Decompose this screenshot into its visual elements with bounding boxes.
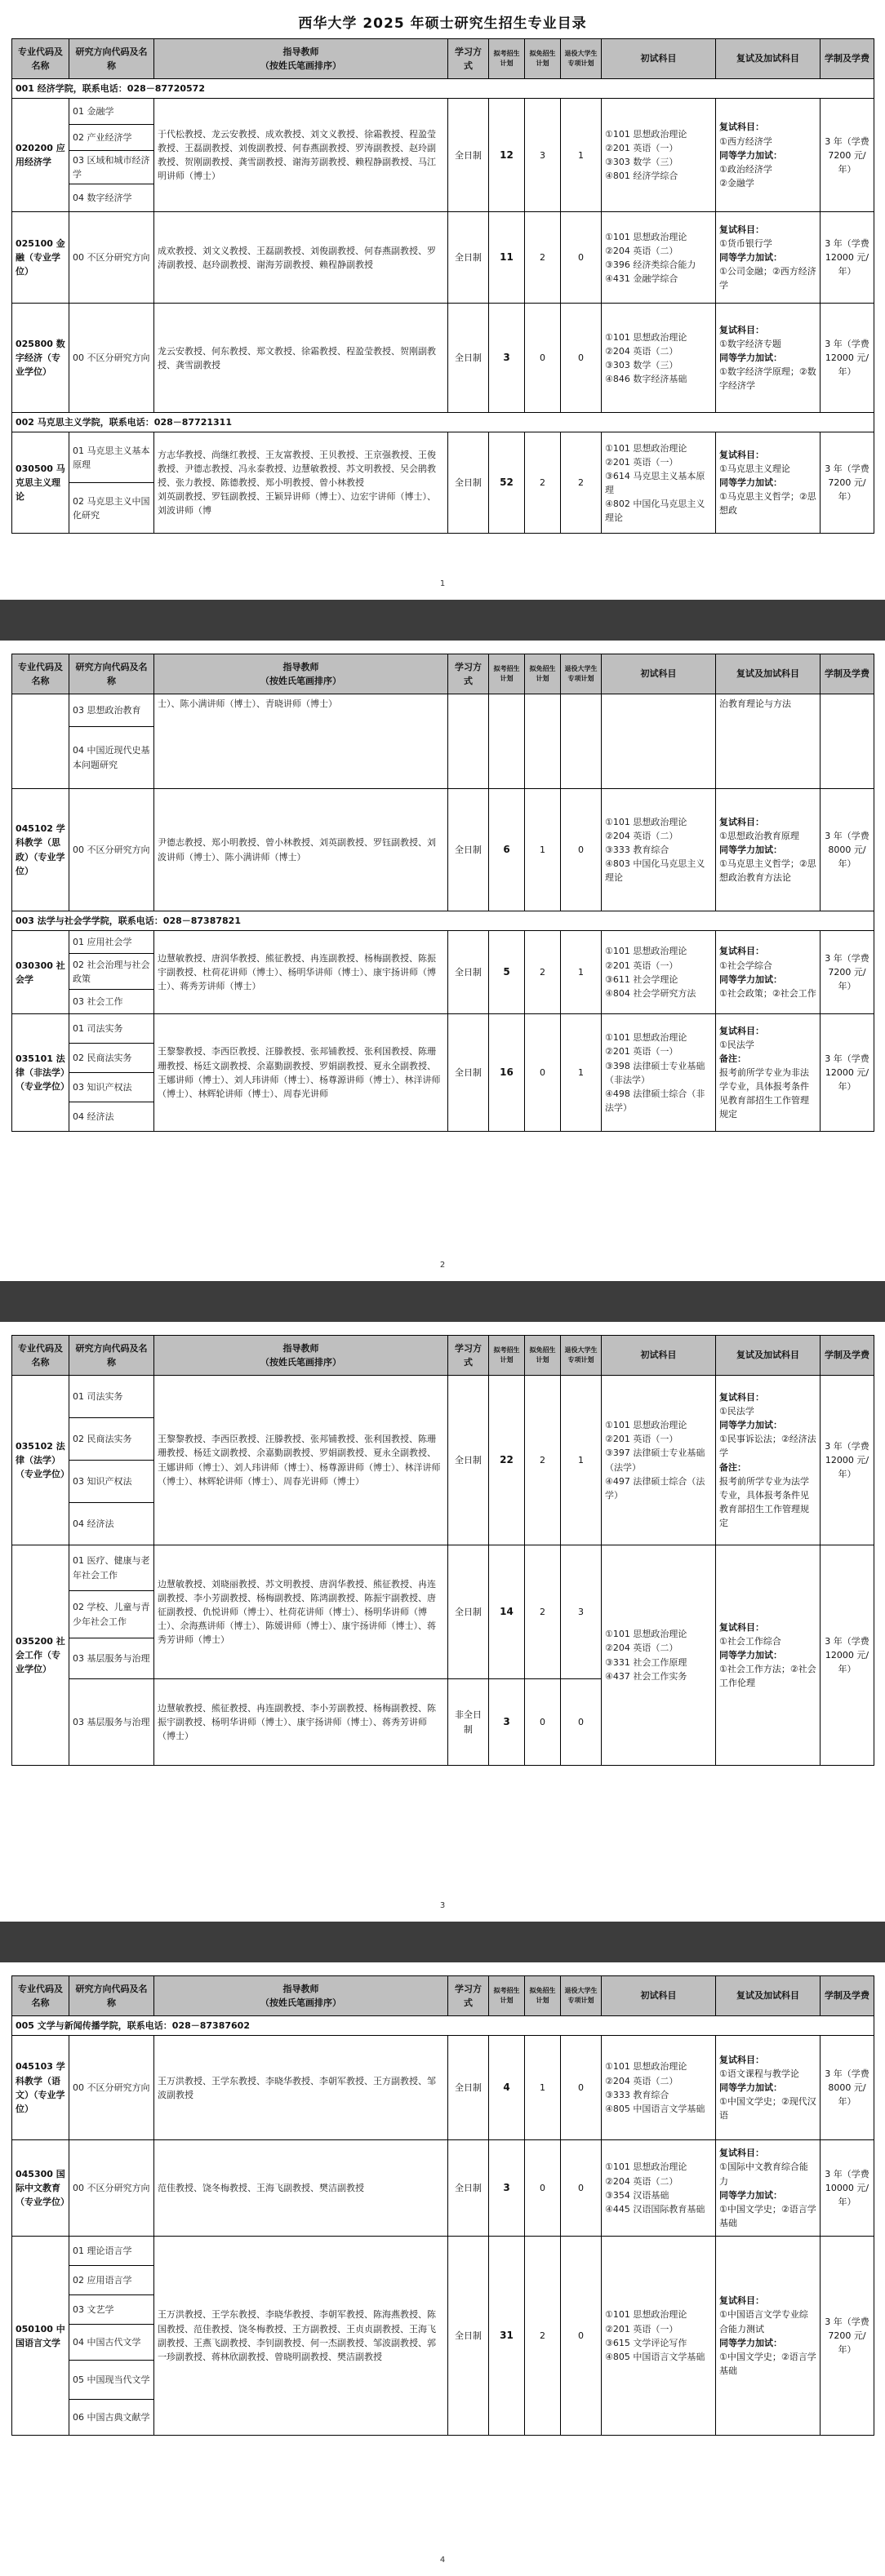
exempt-count: 2 <box>525 212 561 304</box>
header-years: 学制及学费 <box>821 654 874 694</box>
special-count: 0 <box>561 1679 602 1766</box>
header-exam: 初试科目 <box>602 1976 716 2016</box>
catalog-table-page-4 <box>11 1975 874 2436</box>
years-fee: 3 年（学费7200 元/年） <box>821 931 874 1014</box>
exam-subjects: ①101 思想政治理论 ②204 英语（二） ③333 教育综合 ④803 中国化马克思主义理论 <box>602 789 716 911</box>
exempt-count: 0 <box>525 1014 561 1132</box>
plan-count: 3 <box>489 2140 525 2237</box>
years-fee: 3 年（学费12000 元/年） <box>821 304 874 413</box>
direction: 00 不区分研究方向 <box>69 2036 154 2140</box>
major-code: 030300 社会学 <box>12 931 69 1014</box>
header-exempt: 拟免招生计划 <box>525 1976 561 2016</box>
direction: 02 社会治理与社会政策 <box>69 954 154 990</box>
header-direction: 研究方向代码及名称 <box>69 1976 154 2016</box>
direction: 04 中国古代文学 <box>69 2325 154 2361</box>
direction: 01 理论语言学 <box>69 2237 154 2266</box>
teachers: 范佳教授、饶冬梅教授、王海飞副教授、樊洁副教授 <box>154 2140 448 2237</box>
teachers: 王黎黎教授、李西臣教授、汪滕教授、张邦铺教授、张利国教授、陈珊珊教授、杨廷文副教授、余嘉勤副教授、罗娟副教授、夏永全副教授、王娜讲师（博士）、刘人玮讲师（博士）、杨尊源讲师（博士）、林洋讲师（博士）、林辉轮讲师（博士）、周春光讲师（博士） <box>154 1376 448 1545</box>
teachers: 王万洪教授、王学东教授、李晓华教授、李朝军教授、陈海燕教授、陈国教授、范佳教授、饶冬梅教授、王方副教授、王贞贞副教授、王海飞副教授、王燕飞副教授、李钊副教授、何一杰副教授、邹波副教授、郭一珍副教授、蒋林欣副教授、曾晓明副教授、樊洁副教授 <box>154 2237 448 2436</box>
retest-subjects: 复试科目： ①货币银行学 同等学力加试： ①公司金融；②西方经济学 <box>716 212 821 304</box>
direction: 00 不区分研究方向 <box>69 212 154 304</box>
major-code: 035101 法律（非法学）（专业学位） <box>12 1014 69 1132</box>
years-fee: 3 年（学费12000 元/年） <box>821 212 874 304</box>
special-count: 0 <box>561 304 602 413</box>
header-mode: 学习方式 <box>448 1976 489 2016</box>
header-direction: 研究方向代码及名称 <box>69 39 154 79</box>
direction: 03 文艺学 <box>69 2295 154 2325</box>
header-major: 专业代码及名称 <box>12 654 69 694</box>
retest-subjects: 复试科目： ①民法学 同等学力加试： ①民事诉讼法；②经济法学 备注： 报考前所学专业为法学专业，具体报考条件见教育部招生工作管理规定 <box>716 1376 821 1545</box>
exam-subjects: ①101 思想政治理论 ②201 英语（一） ③303 数学（三） ④801 经济学综合 <box>602 99 716 212</box>
unit-row: 002 马克思主义学院，联系电话：028－87721311 <box>12 413 874 432</box>
page-1 <box>0 0 885 600</box>
exempt-count: 3 <box>525 99 561 212</box>
direction: 03 区域和城市经济学 <box>69 151 154 184</box>
teachers: 王万洪教授、王学东教授、李晓华教授、李朝军教授、王方副教授、邹波副教授 <box>154 2036 448 2140</box>
special-count: 1 <box>561 99 602 212</box>
teachers: 边慧敏教授、熊征教授、冉连副教授、李小芳副教授、杨梅副教授、陈振宇副教授、杨明华讲师（博士）、康宇扬讲师（博士）、蒋秀芳讲师（博士） <box>154 1679 448 1766</box>
special-count: 0 <box>561 212 602 304</box>
special-count: 0 <box>561 789 602 911</box>
direction: 03 社会工作 <box>69 990 154 1014</box>
header-exempt: 拟免招生计划 <box>525 39 561 79</box>
years-fee: 3 年（学费7200 元/年） <box>821 99 874 212</box>
header-exam: 初试科目 <box>602 1336 716 1376</box>
study-mode: 全日制 <box>448 1014 489 1132</box>
study-mode: 全日制 <box>448 2237 489 2436</box>
direction: 04 数字经济学 <box>69 184 154 212</box>
direction: 01 医疗、健康与老年社会工作 <box>69 1545 154 1591</box>
plan-count: 11 <box>489 212 525 304</box>
direction: 05 中国现当代文学 <box>69 2361 154 2400</box>
direction: 02 产业经济学 <box>69 125 154 151</box>
header-major: 专业代码及名称 <box>12 1336 69 1376</box>
exam-subjects: ①101 思想政治理论 ②204 英语（二） ③396 经济类综合能力 ④431 金融学综合 <box>602 212 716 304</box>
header-exam: 初试科目 <box>602 654 716 694</box>
table-header-row <box>12 1336 874 1376</box>
document-title: 西华大学 2025 年硕士研究生招生专业目录 <box>298 16 587 32</box>
exempt-count: 2 <box>525 432 561 534</box>
major-code: 020200 应用经济学 <box>12 99 69 212</box>
direction: 03 知识产权法 <box>69 1461 154 1503</box>
header-teacher: 指导教师 （按姓氏笔画排序） <box>154 1336 448 1376</box>
plan-count: 31 <box>489 2237 525 2436</box>
study-mode: 全日制 <box>448 212 489 304</box>
header-exempt: 拟免招生计划 <box>525 1336 561 1376</box>
direction: 03 基层服务与治理 <box>69 1638 154 1679</box>
unit-row: 001 经济学院，联系电话：028－87720572 <box>12 79 874 99</box>
direction: 01 马克思主义基本原理 <box>69 432 154 483</box>
special-count: 1 <box>561 1376 602 1545</box>
exam-subjects: ①101 思想政治理论 ②204 英语（二） ③303 数学（三） ④846 数字经济基础 <box>602 304 716 413</box>
exam-subjects: ①101 思想政治理论 ②201 英语（一） ③614 马克思主义基本原理 ④802 中国化马克思主义理论 <box>602 432 716 534</box>
years-fee: 3 年（学费7200 元/年） <box>821 2237 874 2436</box>
teachers: 成欢教授、刘文义教授、王磊副教授、刘俊副教授、何春燕副教授、罗涛副教授、赵玲副教授、谢海芳副教授、赖程静副教授 <box>154 212 448 304</box>
retest-subjects: 复试科目： ①思想政治教育原理 同等学力加试： ①马克思主义哲学；②思想政治教育方法论 <box>716 789 821 911</box>
exempt-count: 0 <box>525 2140 561 2237</box>
direction: 04 中国近现代史基本问题研究 <box>69 727 154 789</box>
direction: 04 经济法 <box>69 1503 154 1545</box>
table-header-row <box>12 1976 874 2016</box>
years-fee: 3 年（学费12000 元/年） <box>821 1376 874 1545</box>
years-fee: 3 年（学费10000 元/年） <box>821 2140 874 2237</box>
catalog-table-page-2 <box>11 654 874 1132</box>
retest-subjects: 复试科目： ①民法学 备注： 报考前所学专业为非法学专业，具体报考条件见教育部招生工作管理规定 <box>716 1014 821 1132</box>
direction: 00 不区分研究方向 <box>69 2140 154 2237</box>
retest-subjects: 治教育理论与方法 <box>716 694 821 789</box>
page-3 <box>0 1322 885 1922</box>
study-mode: 全日制 <box>448 432 489 534</box>
direction: 01 司法实务 <box>69 1014 154 1044</box>
major-code: 035102 法律（法学）（专业学位） <box>12 1376 69 1545</box>
header-years: 学制及学费 <box>821 1336 874 1376</box>
exam-subjects: ①101 思想政治理论 ②201 英语（一） ③615 文学评论写作 ④805 中国语言文学基础 <box>602 2237 716 2436</box>
direction: 01 司法实务 <box>69 1376 154 1418</box>
teachers: 方志华教授、尚继红教授、王友富教授、王贝教授、王京强教授、王俊教授、尹德志教授、冯永泰教授、边慧敏教授、苏文明教授、吴会鹃教授、张力教授、陈德教授、郑小明教授、曾小林教授 刘英副教授、罗钰副教授、王颖异讲师（博士）、边宏宇讲师（博士）、刘波讲师（博 <box>154 432 448 534</box>
special-count: 1 <box>561 931 602 1014</box>
plan-count: 5 <box>489 931 525 1014</box>
years-fee: 3 年（学费8000 元/年） <box>821 2036 874 2140</box>
major-code: 025800 数字经济（专业学位） <box>12 304 69 413</box>
retest-subjects: 复试科目： ①社会学综合 同等学力加试： ①社会政策；②社会工作 <box>716 931 821 1014</box>
page-number: 3 <box>439 1901 446 1910</box>
exam-subjects: ①101 思想政治理论 ②204 英语（二） ③354 汉语基础 ④445 汉语国际教育基础 <box>602 2140 716 2237</box>
header-mode: 学习方式 <box>448 39 489 79</box>
plan-count: 12 <box>489 99 525 212</box>
direction: 00 不区分研究方向 <box>69 304 154 413</box>
teachers: 于代松教授、龙云安教授、成欢教授、刘文义教授、徐霜教授、程盈莹教授、王磊副教授、刘俊副教授、何春燕副教授、罗涛副教授、赵玲副教授、贺刚副教授、龚雪副教授、谢海芳副教授、赖程静副教授、马江明讲师（博士） <box>154 99 448 212</box>
exempt-count: 0 <box>525 304 561 413</box>
page-number: 2 <box>439 1261 446 1270</box>
plan-count: 6 <box>489 789 525 911</box>
direction: 03 基层服务与治理 <box>69 1679 154 1766</box>
header-years: 学制及学费 <box>821 1976 874 2016</box>
header-special: 退役大学生专项计划 <box>561 1336 602 1376</box>
teachers: 王黎黎教授、李西臣教授、汪滕教授、张邦铺教授、张利国教授、陈珊珊教授、杨廷文副教授、余嘉勤副教授、罗娟副教授、夏永全副教授、王娜讲师（博士）、刘人玮讲师（博士）、杨尊源讲师（博士）、林洋讲师（博士）、林辉轮讲师（博士）、周春光讲师 <box>154 1014 448 1132</box>
study-mode: 全日制 <box>448 1545 489 1679</box>
exempt-count: 1 <box>525 2036 561 2140</box>
exam-subjects: ①101 思想政治理论 ②201 英语（一） ③397 法律硕士专业基础（法学） ④497 法律硕士综合（法学） <box>602 1376 716 1545</box>
special-count: 2 <box>561 432 602 534</box>
direction: 02 民商法实务 <box>69 1044 154 1073</box>
teachers: 士）、陈小满讲师（博士）、青晓讲师（博士） <box>154 694 448 789</box>
header-retest: 复试及加试科目 <box>716 654 821 694</box>
major-code-continued <box>12 694 69 789</box>
retest-subjects: 复试科目： ①马克思主义理论 同等学力加试： ①马克思主义哲学；②思想政 <box>716 432 821 534</box>
years-fee: 3 年（学费12000 元/年） <box>821 1545 874 1766</box>
exempt-count: 2 <box>525 1545 561 1679</box>
header-teacher: 指导教师 （按姓氏笔画排序） <box>154 39 448 79</box>
study-mode: 全日制 <box>448 99 489 212</box>
plan-count: 3 <box>489 1679 525 1766</box>
page-2 <box>0 641 885 1281</box>
exempt-count: 2 <box>525 931 561 1014</box>
years-fee: 3 年（学费8000 元/年） <box>821 789 874 911</box>
study-mode: 非全日制 <box>448 1679 489 1766</box>
header-special: 退役大学生专项计划 <box>561 1976 602 2016</box>
header-plan: 拟考招生计划 <box>489 1336 525 1376</box>
header-major: 专业代码及名称 <box>12 1976 69 2016</box>
special-count: 1 <box>561 1014 602 1132</box>
direction: 02 学校、儿童与青少年社会工作 <box>69 1591 154 1638</box>
major-code: 035200 社会工作（专业学位） <box>12 1545 69 1766</box>
exam-subjects: ①101 思想政治理论 ②204 英语（二） ③331 社会工作原理 ④437 社会工作实务 <box>602 1545 716 1766</box>
study-mode: 全日制 <box>448 304 489 413</box>
catalog-table-page-3 <box>11 1335 874 1766</box>
special-count: 0 <box>561 2036 602 2140</box>
years-fee: 3 年（学费7200 元/年） <box>821 432 874 534</box>
header-teacher: 指导教师 （按姓氏笔画排序） <box>154 1976 448 2016</box>
exam-subjects: ①101 思想政治理论 ②201 英语（一） ③398 法律硕士专业基础（非法学） ④498 法律硕士综合（非法学） <box>602 1014 716 1132</box>
major-code: 045102 学科教学（思政）（专业学位） <box>12 789 69 911</box>
header-retest: 复试及加试科目 <box>716 39 821 79</box>
teachers: 尹德志教授、郑小明教授、曾小林教授、刘英副教授、罗钰副教授、刘波讲师（博士）、陈小满讲师（博士） <box>154 789 448 911</box>
study-mode: 全日制 <box>448 2140 489 2237</box>
direction: 02 马克思主义中国化研究 <box>69 483 154 534</box>
direction: 03 知识产权法 <box>69 1073 154 1102</box>
major-code: 025100 金融（专业学位） <box>12 212 69 304</box>
special-count: 0 <box>561 2237 602 2436</box>
direction: 00 不区分研究方向 <box>69 789 154 911</box>
study-mode: 全日制 <box>448 1376 489 1545</box>
page-4 <box>0 1962 885 2576</box>
exempt-count: 1 <box>525 789 561 911</box>
retest-subjects: 复试科目： ①社会工作综合 同等学力加试： ①社会工作方法；②社会工作伦理 <box>716 1545 821 1766</box>
header-retest: 复试及加试科目 <box>716 1976 821 2016</box>
retest-subjects: 复试科目： ①中国语言文学专业综合能力测试 同等学力加试： ①中国文学史；②语言学基础 <box>716 2237 821 2436</box>
retest-subjects: 复试科目： ①西方经济学 同等学力加试： ①政治经济学 ②金融学 <box>716 99 821 212</box>
header-years: 学制及学费 <box>821 39 874 79</box>
header-exam: 初试科目 <box>602 39 716 79</box>
retest-subjects: 复试科目： ①数字经济专题 同等学力加试： ①数字经济学原理；②数字经济学 <box>716 304 821 413</box>
study-mode: 全日制 <box>448 789 489 911</box>
plan-count: 4 <box>489 2036 525 2140</box>
retest-subjects: 复试科目： ①国际中文教育综合能力 同等学力加试： ①中国文学史；②语言学基础 <box>716 2140 821 2237</box>
direction: 03 思想政治教育 <box>69 694 154 727</box>
direction: 01 金融学 <box>69 99 154 125</box>
header-direction: 研究方向代码及名称 <box>69 654 154 694</box>
plan-count: 3 <box>489 304 525 413</box>
exempt-count: 2 <box>525 2237 561 2436</box>
plan-count: 14 <box>489 1545 525 1679</box>
major-code: 045300 国际中文教育（专业学位） <box>12 2140 69 2237</box>
header-direction: 研究方向代码及名称 <box>69 1336 154 1376</box>
catalog-table-page-1 <box>11 38 874 534</box>
header-special: 退役大学生专项计划 <box>561 654 602 694</box>
plan-count: 52 <box>489 432 525 534</box>
teachers: 边慧敏教授、唐润华教授、熊征教授、冉连副教授、杨梅副教授、陈振宇副教授、杜荷花讲师（博士）、杨明华讲师（博士）、康宇扬讲师（博士）、蒋秀芳讲师（博士） <box>154 931 448 1014</box>
special-count: 3 <box>561 1545 602 1679</box>
page-number: 4 <box>439 2556 446 2565</box>
years-fee: 3 年（学费12000 元/年） <box>821 1014 874 1132</box>
exam-subjects: ①101 思想政治理论 ②204 英语（二） ③333 教育综合 ④805 中国语言文学基础 <box>602 2036 716 2140</box>
header-retest: 复试及加试科目 <box>716 1336 821 1376</box>
header-exempt: 拟免招生计划 <box>525 654 561 694</box>
retest-subjects: 复试科目： ①语文课程与教学论 同等学力加试： ①中国文学史；②现代汉语 <box>716 2036 821 2140</box>
teachers: 龙云安教授、何东教授、郑文教授、徐霜教授、程盈莹教授、贺刚副教授、龚雪副教授 <box>154 304 448 413</box>
study-mode: 全日制 <box>448 2036 489 2140</box>
direction: 01 应用社会学 <box>69 931 154 954</box>
direction: 02 民商法实务 <box>69 1418 154 1461</box>
exam-subjects: ①101 思想政治理论 ②201 英语（一） ③611 社会学理论 ④804 社会学研究方法 <box>602 931 716 1014</box>
header-plan: 拟考招生计划 <box>489 39 525 79</box>
study-mode: 全日制 <box>448 931 489 1014</box>
teachers: 边慧敏教授、刘晓丽教授、苏文明教授、唐润华教授、熊征教授、冉连副教授、李小芳副教授、杨梅副教授、陈鸿副教授、陈振宇副教授、唐征副教授、仇悦讲师（博士）、杜荷花讲师（博士）、杨明华讲师（博士）、余海燕讲师（博士）、陈媛讲师（博士）、康宇扬讲师（博士）、蒋秀芳讲师（博士） <box>154 1545 448 1679</box>
major-code: 050100 中国语言文学 <box>12 2237 69 2436</box>
major-code: 030500 马克思主义理论 <box>12 432 69 534</box>
header-teacher: 指导教师 （按姓氏笔画排序） <box>154 654 448 694</box>
exempt-count: 2 <box>525 1376 561 1545</box>
header-plan: 拟考招生计划 <box>489 1976 525 2016</box>
page-number: 1 <box>439 579 446 588</box>
table-header-row <box>12 39 874 79</box>
header-plan: 拟考招生计划 <box>489 654 525 694</box>
header-special: 退役大学生专项计划 <box>561 39 602 79</box>
plan-count: 16 <box>489 1014 525 1132</box>
exempt-count: 0 <box>525 1679 561 1766</box>
header-mode: 学习方式 <box>448 1336 489 1376</box>
direction: 04 经济法 <box>69 1102 154 1132</box>
table-header-row <box>12 654 874 694</box>
direction: 02 应用语言学 <box>69 2266 154 2295</box>
header-major: 专业代码及名称 <box>12 39 69 79</box>
unit-row: 005 文学与新闻传播学院，联系电话：028－87387602 <box>12 2016 874 2036</box>
special-count: 0 <box>561 2140 602 2237</box>
direction: 06 中国古典文献学 <box>69 2400 154 2436</box>
unit-row: 003 法学与社会学学院，联系电话：028－87387821 <box>12 911 874 931</box>
header-mode: 学习方式 <box>448 654 489 694</box>
plan-count: 22 <box>489 1376 525 1545</box>
major-code: 045103 学科教学（语文）（专业学位） <box>12 2036 69 2140</box>
